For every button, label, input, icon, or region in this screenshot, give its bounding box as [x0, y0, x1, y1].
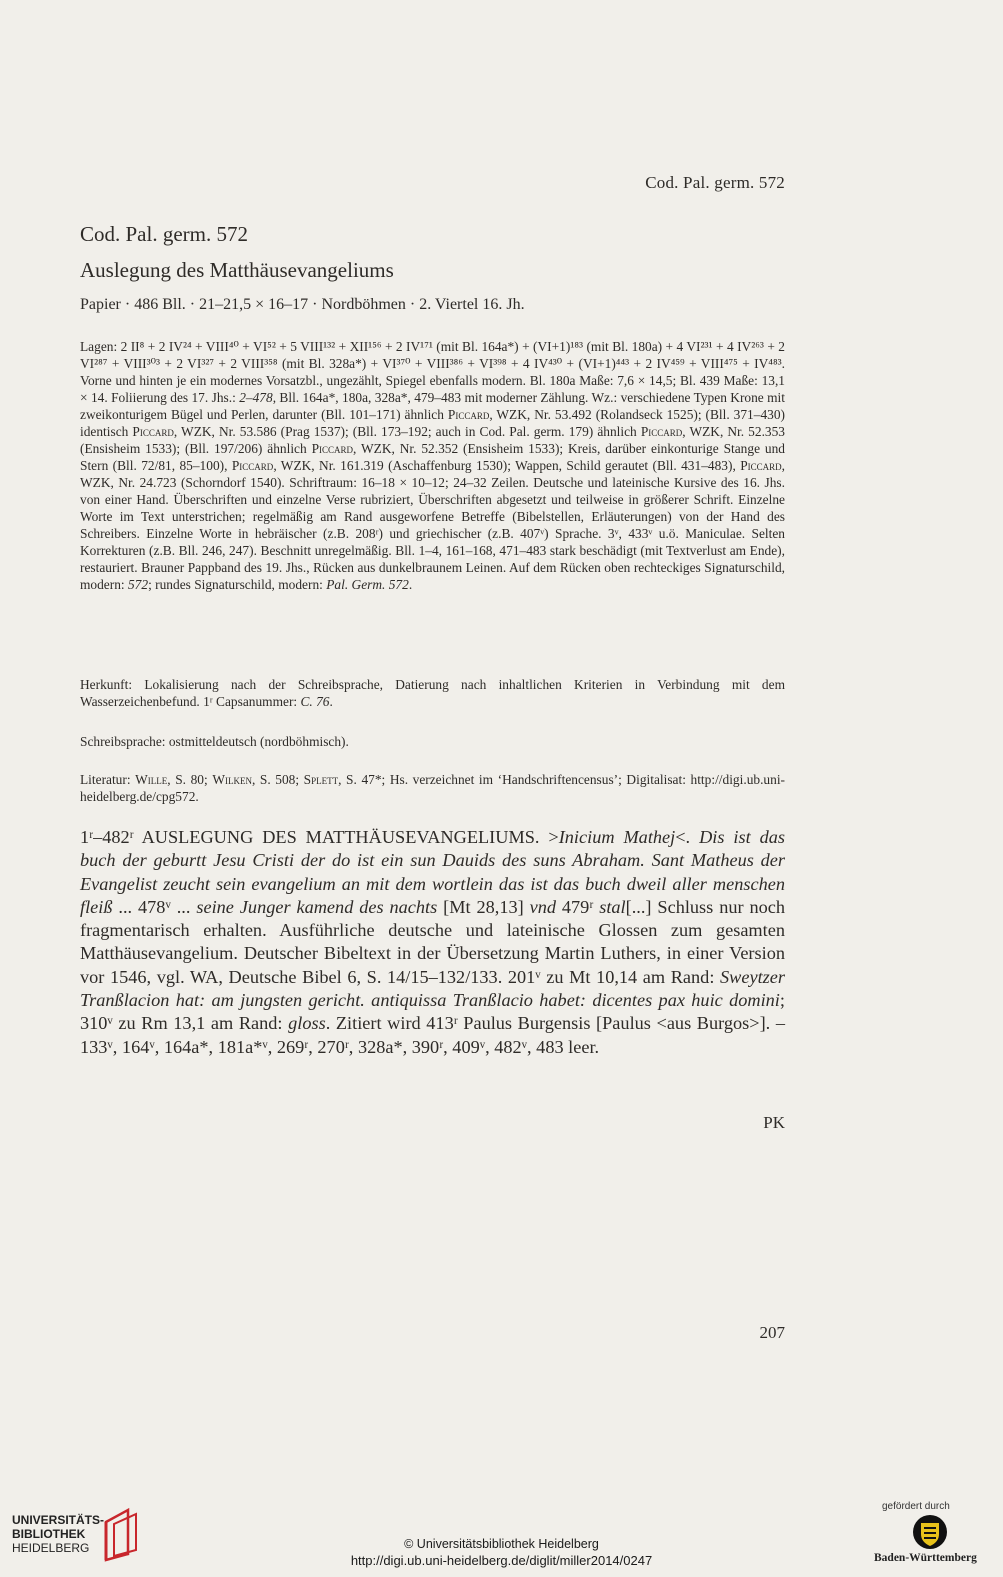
- ub-logo-line1: UNIVERSITÄTS-: [12, 1513, 105, 1527]
- content-entry: 1ʳ–482ʳ AUSLEGUNG DES MATTHÄUSEVANGELIUMS. >Inicium Mathej<. Dis ist das buch der geburtt Jesu Cristi der do ist ein sun Dauids des suns Abraham. Sant Matheus der Evangelist zeucht sein evangelium an mit dem wortlein das ist das buch dweil aller menschen fleiß ... 478ᵛ ... seine Junger kamend des nachts [Mt 28,13] vnd 479ʳ stal[...] Schluss nur noch fragmentarisch erhalten. Ausführliche deutsche und lateinische Glossen zum gesamten Matthäusevangelium. Deutscher Bibeltext in der Übersetzung Martin Luthers, in einer Version vor 1546, vgl. WA, Deutsche Bibel 6, S. 14/15–132/133. 201ᵛ zu Mt 10,14 am Rand: Sweytzer Tranßlacion hat: am jungsten gericht. antiquissa Tranßlacio habet: dicentes pax huic domini; 310ᵛ zu Rm 13,1 am Rand: gloss. Zitiert wird 413ʳ Paulus Burgensis [Paulus <aus Burgos>]. – 133ᵛ, 164ᵛ, 164a*, 181a*ᵛ, 269ʳ, 270ʳ, 328a*, 390ʳ, 409ᵛ, 482ᵛ, 483 leer.: [80, 827, 785, 1057]
- scribal-language: Schreibsprache: ostmitteldeutsch (nordböhmisch).: [80, 734, 349, 749]
- permalink[interactable]: http://digi.ub.uni-heidelberg.de/diglit/miller2014/0247: [350, 1553, 653, 1568]
- funded-by-label: gefördert durch: [882, 1501, 950, 1512]
- ub-logo-line2: BIBLIOTHEK: [12, 1527, 86, 1541]
- provenance: Herkunft: Lokalisierung nach der Schreibsprache, Datierung nach inhaltlichen Kriterien in Verbindung mit dem Wasserzeichenbefund. 1ʳ Capsanummer: C. 76.: [80, 677, 785, 709]
- page-number: 207: [759, 1323, 785, 1342]
- running-head: Cod. Pal. germ. 572: [645, 173, 785, 192]
- coat-of-arms-icon: [912, 1514, 948, 1550]
- copyright-notice: © Universitätsbibliothek Heidelberg: [404, 1537, 599, 1551]
- work-title: Auslegung des Matthäusevangeliums: [80, 258, 394, 282]
- literature: Literatur: Wille, S. 80; Wilken, S. 508; Splett, S. 47*; Hs. verzeichnet im ‘Handschriftencensus’; Digitalisat: http://digi.ub.uni-heidelberg.de/cpg572.: [80, 772, 785, 804]
- codicological-description: Lagen: 2 II⁸ + 2 IV²⁴ + VIII⁴⁰ + VI⁵² + 5 VIII¹³² + XII¹⁵⁶ + 2 IV¹⁷¹ (mit Bl. 164a*) + (VI+1)¹⁸³ (mit Bl. 180a) + 4 VI²³¹ + 4 IV²⁶³ + 2 VI²⁸⁷ + VIII³⁰³ + 2 VI³²⁷ + 2 VIII³⁵⁸ (mit Bl. 328a*) + VI³⁷⁰ + VIII³⁸⁶ + VI³⁹⁸ + 4 IV⁴³⁰ + (VI+1)⁴⁴³ + 2 IV⁴⁵⁹ + VIII⁴⁷⁵ + IV⁴⁸³. Vorne und hinten je ein modernes Vorsatzbl., ungezählt, Spiegel ebenfalls modern. Bl. 180a Maße: 7,6 × 14,5; Bl. 439 Maße: 13,1 × 14. Foliierung des 17. Jhs.: 2–478, Bll. 164a*, 180a, 328a*, 479–483 mit moderner Zählung. Wz.: verschiedene Typen Krone mit zweikonturigem Bügel und Perlen, darunter (Bll. 101–171) ähnlich Piccard, WZK, Nr. 53.492 (Rolandseck 1525); (Bll. 371–430) identisch Piccard, WZK, Nr. 53.586 (Prag 1537); (Bll. 173–192; auch in Cod. Pal. germ. 179) ähnlich Piccard, WZK, Nr. 52.353 (Ensisheim 1533); (Bll. 197/206) ähnlich Piccard, WZK, Nr. 52.352 (Ensisheim 1533); Kreis, darüber einkonturige Stange und Stern (Bll. 72/81, 85–100), Piccard, WZK, Nr. 161.319 (Aschaffenburg 1530); Wappen, Schild gerautet (Bll. 431–483), Piccard, WZK, Nr. 24.723 (Schorndorf 1540). Schriftraum: 16–18 × 10–12; 24–32 Zeilen. Deutsche und lateinische Kursive des 16. Jhs. von einer Hand. Überschriften und einzelne Verse rubriziert, Überschriften abgesetzt und teilweise in größerer Schrift. Einzelne Worte im Text unterstrichen; regelmäßig am Rand ausgeworfene Betreffe (Bibelstellen, Erläuterungen) von der Hand des Schreibers. Einzelne Worte in hebräischer (z.B. 208ʳ) und griechischer (z.B. 407ᵛ) Sprache. 3ᵛ, 433ᵛ u.ö. Maniculae. Selten Korrekturen (z.B. Bll. 246, 247). Beschnitt unregelmäßig. Bll. 1–4, 161–168, 471–483 stark beschädigt (mit Textverlust am Ende), restauriert. Brauner Pappband des 19. Jhs., Rücken aus dunkelbraunem Leinen. Auf dem Rücken oben rechteckiges Signaturschild, modern: 572; rundes Signaturschild, modern: Pal. Germ. 572.: [80, 339, 785, 592]
- state-name: Baden-Württemberg: [874, 1552, 977, 1564]
- baden-wuerttemberg-logo[interactable]: [870, 1500, 990, 1572]
- codex-shelfmark: Cod. Pal. germ. 572: [80, 222, 248, 246]
- ub-logo-line3: HEIDELBERG: [12, 1541, 90, 1555]
- physical-description: Papier · 486 Bll. · 21–21,5 × 16–17 · Nordböhmen · 2. Viertel 16. Jh.: [80, 296, 525, 313]
- author-initials: PK: [763, 1113, 785, 1132]
